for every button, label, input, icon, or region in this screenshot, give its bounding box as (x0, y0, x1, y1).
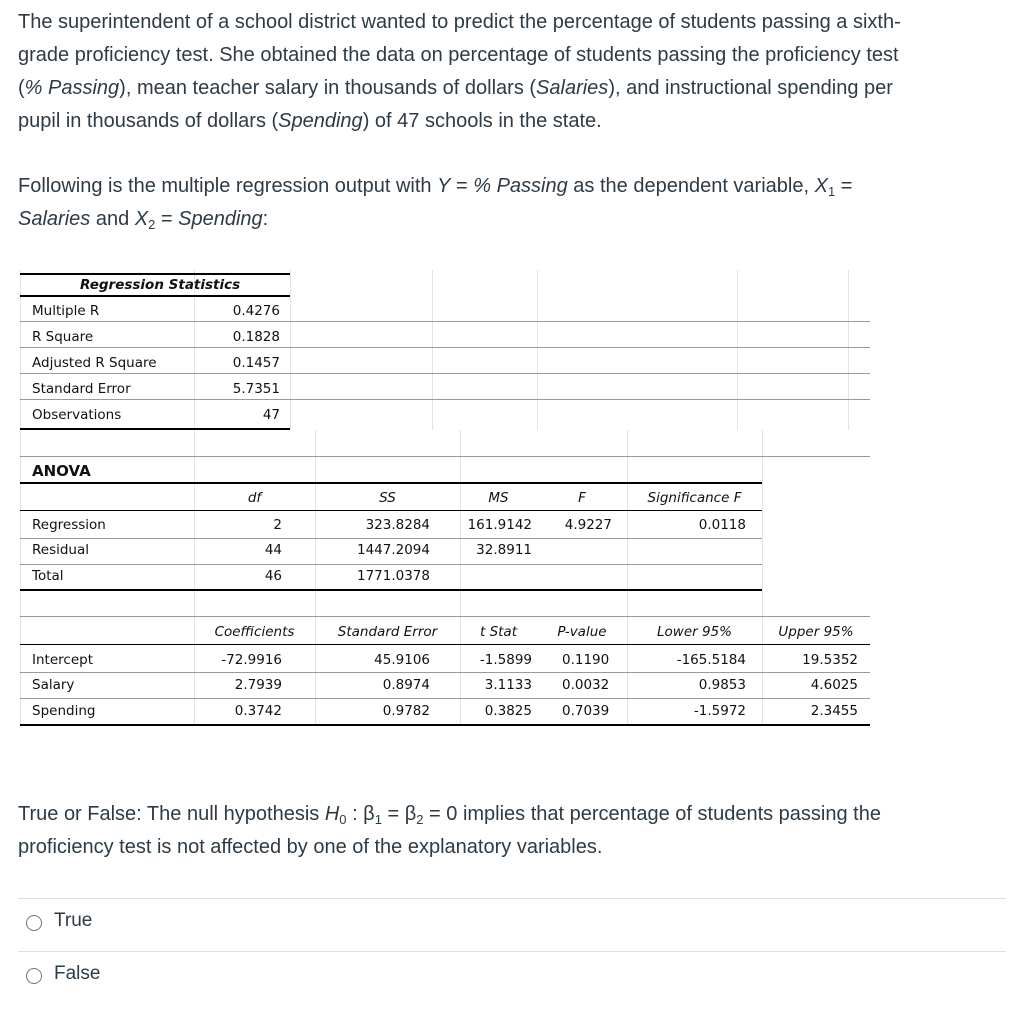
coef-tstat: 0.3825 (484, 703, 532, 719)
stat-label: Standard Error (32, 381, 131, 397)
stat-label: Adjusted R Square (32, 355, 157, 371)
anova-row-label: Residual (32, 542, 90, 558)
coef-lower: 0.9853 (698, 677, 746, 693)
coef-header-coefficients: Coefficients (214, 624, 295, 640)
question-intro: The superintendent of a school district wanted to predict the percentage of students passing a sixth- grade proficiency test. She obtained the data on percentage of students passing the proficiency test (% Passing), mean teacher salary in thousands of dollars (Salaries), and instructional spending per pupil in thousands of dollars (Spending) of 47 schools in the state. (18, 11, 901, 132)
coef-value: 2.7939 (234, 677, 282, 693)
option-divider (18, 898, 1006, 899)
regression-output-table (20, 270, 870, 730)
anova-header-ss: SS (379, 490, 396, 506)
anova-df: 46 (264, 568, 282, 584)
stat-value: 5.7351 (232, 381, 280, 397)
coef-value: 0.3742 (234, 703, 282, 719)
anova-f: 4.9227 (564, 517, 612, 533)
anova-ss: 1771.0378 (356, 568, 430, 584)
stat-label: R Square (32, 329, 94, 345)
coef-upper: 4.6025 (810, 677, 858, 693)
answer-option-false[interactable] (0, 951, 1006, 1003)
anova-row-label: Regression (32, 517, 106, 533)
anova-row-label: Total (32, 568, 64, 584)
stat-value: 0.1457 (232, 355, 280, 371)
option-divider (18, 951, 1006, 952)
anova-ms: 32.8911 (476, 542, 532, 558)
stat-label: Observations (32, 407, 122, 423)
option-label: False (54, 963, 101, 984)
anova-sig: 0.0118 (698, 517, 746, 533)
anova-header-df: df (247, 490, 262, 506)
answer-option-true[interactable] (0, 898, 1006, 950)
anova-ms: 161.9142 (467, 517, 532, 533)
stat-value: 0.1828 (232, 329, 280, 345)
coef-row-label: Salary (32, 677, 75, 693)
coef-lower: -165.5184 (676, 652, 746, 668)
coef-header-pvalue: P-value (557, 624, 607, 640)
coef-pvalue: 0.7039 (562, 703, 610, 719)
anova-df: 44 (264, 542, 282, 558)
anova-title: ANOVA (32, 462, 91, 480)
anova-ss: 323.8284 (365, 517, 430, 533)
anova-ss: 1447.2094 (356, 542, 430, 558)
coef-row-label: Spending (32, 703, 96, 719)
coef-value: -72.9916 (221, 652, 282, 668)
coef-lower: -1.5972 (693, 703, 746, 719)
hypothesis-statement: True or False: The null hypothesis $H_0$ : $\beta_1 = \beta_2 = 0$ implies that percentage of students passing the proficiency test is not affected by one of the explanatory variables. (18, 803, 881, 858)
anova-header-sig: Significance F (647, 490, 742, 506)
stat-label: Multiple R (32, 303, 100, 319)
regression-statistics-title: Regression Statistics (80, 277, 241, 293)
coef-pvalue: 0.0032 (562, 677, 610, 693)
coef-se: 0.8974 (382, 677, 430, 693)
coef-tstat: -1.5899 (479, 652, 532, 668)
coef-pvalue: 0.1190 (562, 652, 610, 668)
coef-se: 0.9782 (382, 703, 430, 719)
stat-value: 0.4276 (232, 303, 280, 319)
coef-row-label: Intercept (32, 652, 93, 668)
coef-header-lower: Lower 95% (657, 624, 732, 640)
regression-description: Following is the multiple regression output with Y = % Passing as the dependent variable, $X_1$ = Salaries and $X_2$ = Spending: (18, 175, 853, 232)
coef-se: 45.9106 (374, 652, 430, 668)
anova-header-f: F (578, 490, 586, 506)
radio-button[interactable] (26, 968, 42, 984)
stat-value: 47 (262, 407, 280, 423)
anova-df: 2 (273, 517, 282, 533)
coef-upper: 19.5352 (802, 652, 858, 668)
anova-header-ms: MS (488, 490, 509, 506)
radio-button[interactable] (26, 915, 42, 931)
coef-header-se: Standard Error (337, 624, 438, 640)
coef-upper: 2.3455 (810, 703, 858, 719)
option-label: True (54, 910, 93, 931)
coef-header-tstat: t Stat (479, 624, 517, 640)
coef-tstat: 3.1133 (484, 677, 532, 693)
coef-header-upper: Upper 95% (778, 624, 854, 640)
